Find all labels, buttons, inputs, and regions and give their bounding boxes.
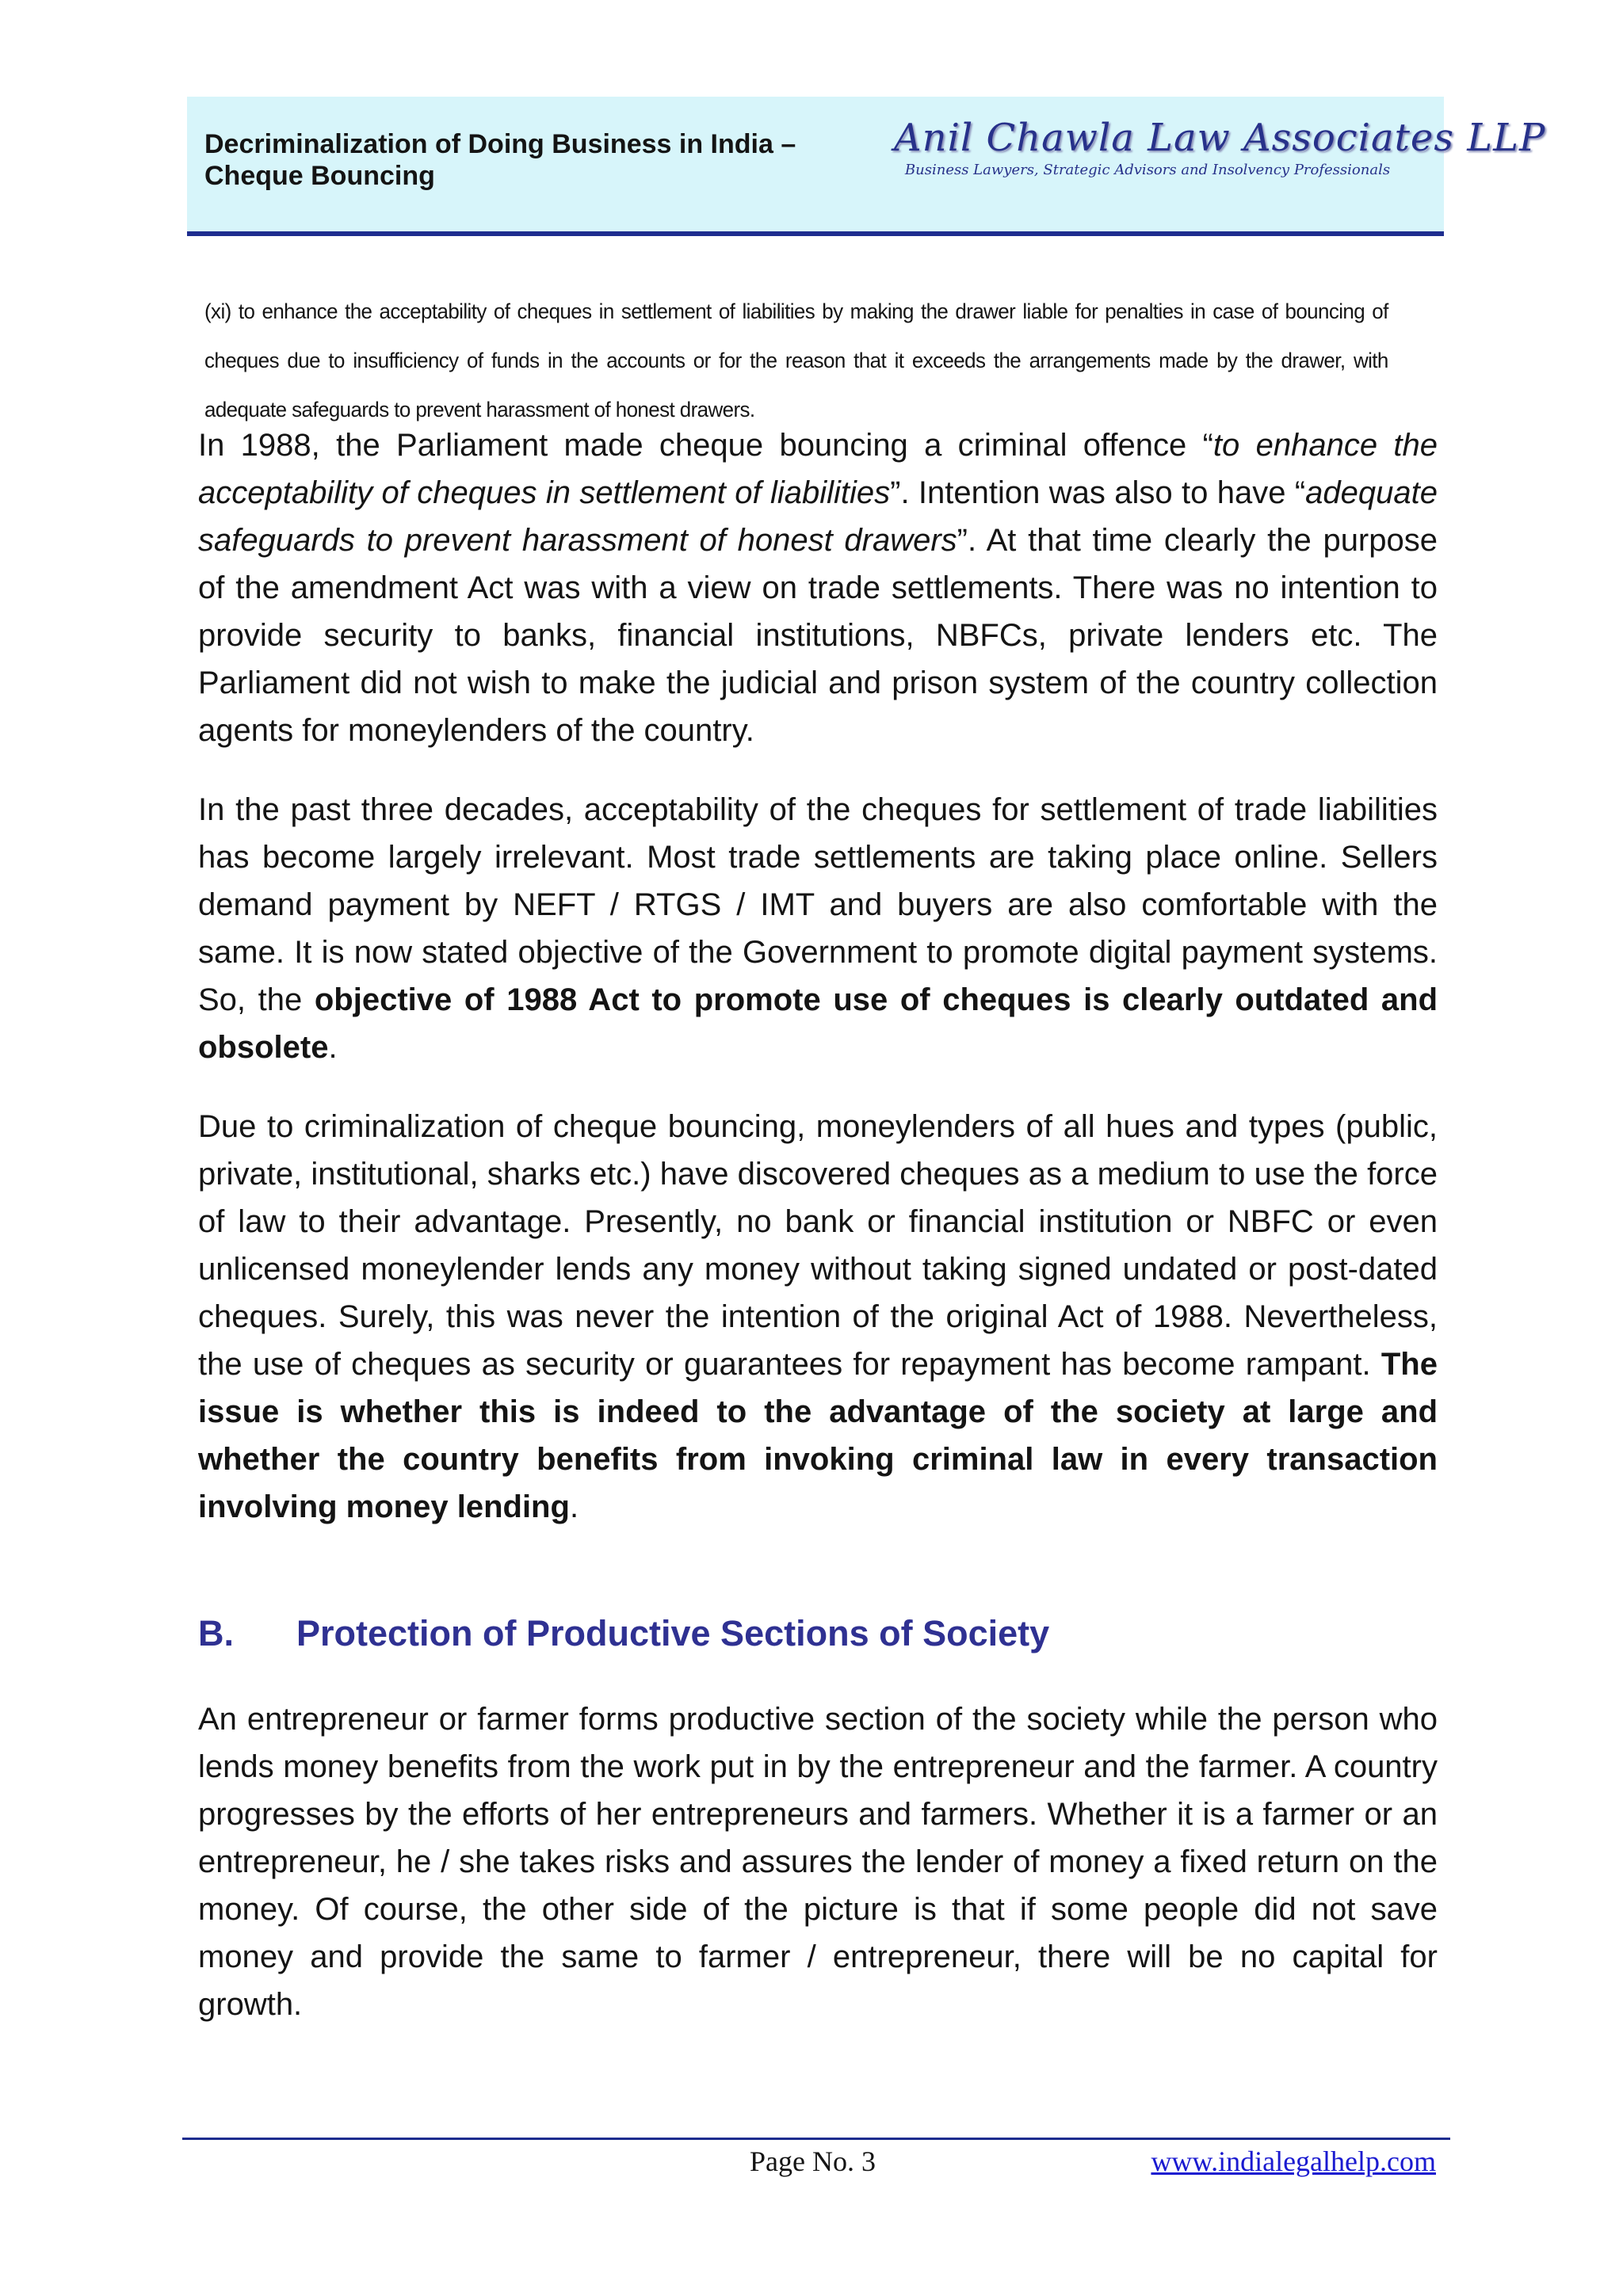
- page-number: Page No. 3: [750, 2145, 876, 2177]
- text-run: Due to criminalization of cheque bouncing, moneylenders of all hues and types (public, private, institutional, sharks etc.) have discovered cheques as a medium to use the force of law to their advantage. Presently, no bank or financial institution or NBFC or even unlicensed moneylender lends any money without taking signed undated or post-dated cheques. Surely, this was never the intention of the original Act of 1988. Nevertheless, the use of cheques as security or guarantees for repayment has become rampant.: [198, 1109, 1438, 1382]
- page-header: [187, 97, 1546, 236]
- website-link[interactable]: www.indialegalhelp.com: [1151, 2145, 1436, 2177]
- bold-emphasis: The issue is whether this is indeed to the advantage of the society at large and whether the country benefits from invoking criminal law in every transaction involving money lending: [198, 1347, 1438, 1524]
- text-run: An entrepreneur or farmer forms productive section of the society while the person who lends money benefits from the work put in by the entrepreneur and the farmer. A country progresses by the efforts of her entrepreneurs and farmers. Whether it is a farmer or an entrepreneur, he / she takes risks and assures the lender of money a fixed return on the money. Of course, the other side of the picture is that if some people did not save money and provide the same to farmer / entrepreneur, there will be no capital for growth.: [198, 1702, 1438, 2022]
- document-title: [204, 128, 870, 192]
- text-run: .: [328, 1030, 338, 1065]
- bold-emphasis: objective of 1988 Act to promote use of cheques is clearly outdated and obsolete: [198, 982, 1438, 1065]
- statute-excerpt: (xi) to enhance the acceptability of cheques in settlement of liabilities by making the drawer liable for penalties in case of bouncing of cheques due to insufficiency of funds in the accounts or for the reason that it exceeds the arrangements made by the drawer, with adequate safeguards to prevent harassment of honest drawers.: [204, 299, 1388, 421]
- firm-name: Anil Chawla Law Associates LLP: [894, 116, 1546, 160]
- paragraph-productive-sections: [198, 1695, 1438, 2028]
- paragraph-criminalization: [198, 1103, 1438, 1531]
- text-run: In the past three decades, acceptability of the cheques for settlement of trade liabilities has become largely irrelevant. Most trade settlements are taking place online. Sellers demand payment by NEFT / RTGS / IMT and buyers are also comfortable with the same. It is now stated objective of the Government to promote digital payment systems. So, the: [198, 792, 1438, 1017]
- text-run: In 1988, the Parliament made cheque bouncing a criminal offence “: [198, 428, 1213, 463]
- firm-logo: [894, 116, 1546, 181]
- section-heading-b: [198, 1610, 1438, 1657]
- section-title: Protection of Productive Sections of Society: [296, 1613, 1050, 1653]
- firm-tagline: Business Lawyers, Strategic Advisors and Insolvency Professionals: [904, 162, 1391, 178]
- section-number: B.: [198, 1613, 234, 1653]
- document-title-line1: Decriminalization of Doing Business in India –: [204, 129, 796, 159]
- document-title-line2: Cheque Bouncing: [204, 161, 435, 191]
- footer-divider: [182, 2138, 1450, 2140]
- text-run: .: [569, 1489, 579, 1524]
- paragraph-1988-offence: [198, 421, 1438, 754]
- italic-quote: adequate safeguards to prevent harassment of honest drawers: [198, 475, 1438, 558]
- text-run: ”. At that time clearly the purpose of the amendment Act was with a view on trade settlements. There was no intention to provide security to banks, financial institutions, NBFCs, private lenders etc. The Parliament did not wish to make the judicial and prison system of the country collection agents for moneylenders of the country.: [198, 523, 1438, 748]
- document-body: [198, 421, 1438, 2060]
- text-run: ”. Intention was also to have “: [890, 475, 1306, 510]
- paragraph-three-decades: [198, 786, 1438, 1071]
- italic-quote: to enhance the acceptability of cheques in settlement of liabilities: [198, 428, 1438, 510]
